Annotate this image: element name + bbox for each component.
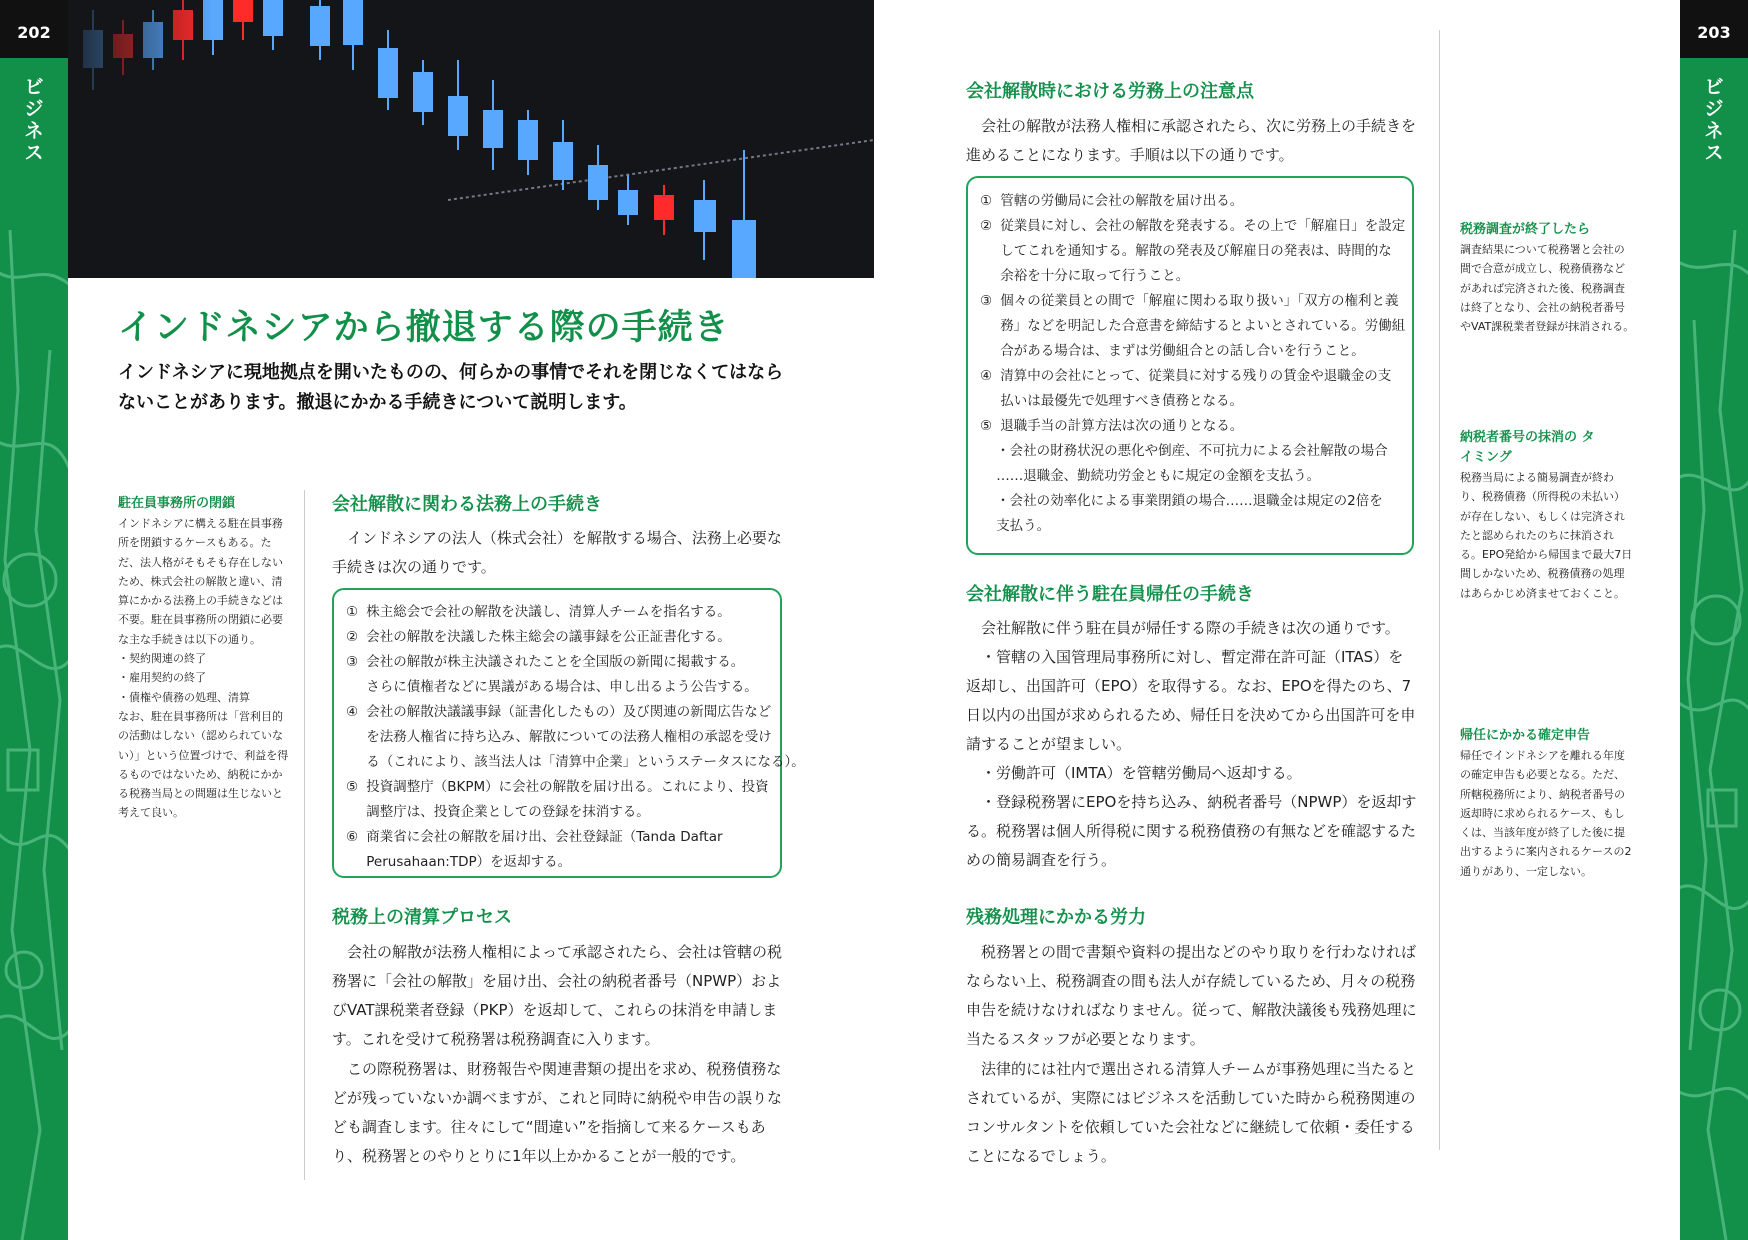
labor-intro: 会社の解散が法務人権相に承認されたら、次に労務上の手続きを進めることになります。手順は以下の通りです。 <box>966 117 1417 164</box>
tax-paragraph-1: 会社の解散が法務人権相によって承認されたら、会社は管轄の税務署に「会社の解散」を届け出、会社の納税者番号（NPWP）およびVAT課税業者登録（PKP）を返却して、これらの抹消を申請します。これを受けて税務署は税務調査に入ります。 <box>332 943 783 1048</box>
severance-sub-line: 支払う。 <box>996 518 1051 534</box>
step-line: ① 管轄の労働局に会社の解散を届け出る。 <box>980 193 1244 209</box>
side-note-tax-audit-end <box>1460 220 1635 336</box>
step-line: ④ 清算中の会社にとって、従業員に対する残りの賃金や退職金の支 <box>980 368 1392 384</box>
step-line-continued: 余裕を十分に取って行うこと。 <box>1000 268 1190 284</box>
step-line-continued: を法務人権省に持ち込み、解散についての法務人権相の承認を受け <box>366 729 772 745</box>
return-bullet-imta: ・労働許可（IMTA）を管轄労働局へ返却する。 <box>981 764 1302 782</box>
step-line-continued: 調整庁は、投資企業としての登録を抹消する。 <box>366 804 650 820</box>
side-note-heading: 駐在員事務所の閉鎖 <box>118 496 236 511</box>
left-side-strip <box>0 0 68 1240</box>
side-note-list-item: ・債権や債務の処理、清算 <box>118 690 250 704</box>
lead-paragraph: インドネシアに現地拠点を開いたものの、何らかの事情でそれを閉じなくてはならないことがあります。撤退にかかる手続きについて説明します。 <box>118 362 784 413</box>
side-note-heading: 納税者番号の抹消の タイミング <box>1460 430 1595 465</box>
side-note-body: インドネシアに構える駐在員事務所を閉鎖するケースもある。ただ、法人格がそもそも存在しないため、株式会社の解散と違い、清算にかかる法務上の手続きなどは不要。駐在員事務所の閉鎖に必要な主な手続きは以下の通り。 <box>118 517 283 646</box>
side-note-footer: なお、駐在員事務所は「営利目的の活動はしない（認められていない）」という位置づけで、利益を得るものではないため、納税にかかる税務当局との問題は生じないと考えて良い。 <box>118 709 289 820</box>
severance-sub-line: ・会社の財務状況の悪化や倒産、不可抗力による会社解散の場合 <box>996 443 1388 459</box>
page-number-left: 202 <box>0 0 68 58</box>
map-pattern-left <box>0 230 68 1240</box>
side-note-body: 帰任でインドネシアを離れる年度の確定申告も必要となる。ただ、所轄税務所により、納税者番号の返却時に求められるケース、もしくは、当該年度が終了した後に提出するように案内されるケースの2通りがあり、一定しない。 <box>1460 749 1632 878</box>
step-line: ③ 個々の従業員との間で「解雇に関わる取り扱い」「双方の権利と義 <box>980 293 1399 309</box>
side-note-branch-office <box>118 494 293 823</box>
labor-steps-box <box>966 176 1414 555</box>
step-line: ② 従業員に対し、会社の解散を発表する。その上で「解雇日」を設定 <box>980 218 1406 234</box>
severance-sub-line: ・会社の効率化による事業閉鎖の場合……退職金は規定の2倍を <box>996 493 1383 509</box>
left-column-divider <box>304 490 305 1180</box>
step-line: ② 会社の解散を決議した株主総会の議事録を公正証書化する。 <box>346 629 731 645</box>
right-column-divider <box>1439 30 1440 1150</box>
side-note-body: 調査結果について税務署と会社の間で合意が成立し、税務債務などがあれば完済された後、税務調査は終了となり、会社の納税者番号やVAT課税業者登録が抹消される。 <box>1460 243 1635 334</box>
residual-paragraph-2: 法律的には社内で選出される清算人チームが事務処理に当たるとされているが、実際にはビジネスを活動していた時から税務関連のコンサルタントを依頼していた会社などに継続して依頼・委任することになるでしょう。 <box>966 1060 1417 1165</box>
severance-sub-line: ……退職金、勤続功労金ともに規定の金額を支払う。 <box>996 468 1321 484</box>
header-photo-candlestick-chart <box>68 0 874 278</box>
map-pattern-right <box>1680 230 1748 1240</box>
tax-paragraph-2: この際税務署は、財務報告や関連書類の提出を求め、税務債務などが残っていないか調べますが、これと同時に納税や申告の誤りなども調査します。往々にして“間違い”を指摘して来るケースもあり、税務署とのやりとりに1年以上かかることが一般的です。 <box>332 1060 783 1165</box>
side-note-list-item: ・契約関連の終了 <box>118 652 206 666</box>
page-number-right: 203 <box>1680 0 1748 58</box>
residual-paragraph-1: 税務署との間で書類や資料の提出などのやり取りを行わなければならない上、税務調査の間も法人が存続しているため、月々の税務申告を続けなければなりません。従って、解散決議後も残務処理に当たるスタッフが必要となります。 <box>966 943 1417 1048</box>
section-tab-label-left: ビジネス <box>24 76 44 164</box>
return-intro: 会社解散に伴う駐在員が帰任する際の手続きは次の通りです。 <box>981 619 1400 637</box>
section-heading-tax: 税務上の清算プロセス <box>332 907 512 928</box>
legal-intro: インドネシアの法人（株式会社）を解散する場合、法務上必要な手続きは次の通りです。 <box>332 529 782 576</box>
section-tab-label-right: ビジネス <box>1704 76 1724 164</box>
step-line: ⑥ 商業省に会社の解散を届け出、会社登録証（Tanda Daftar <box>346 829 723 845</box>
step-line: ④ 会社の解散決議議事録（証書化したもの）及び関連の新聞広告など <box>346 704 772 720</box>
side-note-list-item: ・雇用契約の終了 <box>118 671 206 685</box>
section-heading-residual: 残務処理にかかる労力 <box>966 907 1146 928</box>
side-note-heading: 税務調査が終了したら <box>1460 222 1591 237</box>
page-title: インドネシアから撤退する際の手続き <box>118 308 730 348</box>
legal-steps-box <box>332 588 805 878</box>
side-note-heading: 帰任にかかる確定申告 <box>1460 728 1591 743</box>
step-line-continued: 払いは最優先で処理すべき債務となる。 <box>1000 393 1243 409</box>
step-line: ⑤ 投資調整庁（BKPM）に会社の解散を届け出る。これにより、投資 <box>346 779 769 795</box>
side-note-final-return <box>1460 726 1635 881</box>
right-side-strip <box>1680 0 1748 1240</box>
section-heading-legal: 会社解散に関わる法務上の手続き <box>332 494 602 515</box>
section-heading-labor: 会社解散時における労務上の注意点 <box>966 81 1254 102</box>
step-line: ⑤ 退職手当の計算方法は次の通りとなる。 <box>980 418 1244 434</box>
step-line: ① 株主総会で会社の解散を決議し、清算人チームを指名する。 <box>346 604 731 620</box>
section-heading-return: 会社解散に伴う駐在員帰任の手続き <box>966 584 1254 605</box>
step-line-continued: してこれを通知する。解散の発表及び解雇日の発表は、時間的な <box>1000 243 1392 259</box>
side-note-npwp-timing <box>1460 428 1635 603</box>
return-bullet-itas: ・管轄の入国管理局事務所に対し、暫定滞在許可証（ITAS）を返却し、出国許可（EPO）を取得する。なお、EPOを得たのち、7日以内の出国が求められるため、帰任日を決めてから出国許可を申請することが望ましい。 <box>966 648 1416 753</box>
step-line-continued: 合がある場合は、まずは労働組合との話し合いを行うこと。 <box>1000 343 1365 359</box>
step-line: ③ 会社の解散が株主決議されたことを全国版の新聞に掲載する。 <box>346 654 745 670</box>
step-line-continued: る（これにより、該当法人は「清算中企業」というステータスになる）。 <box>366 754 805 770</box>
step-line-continued: 務」などを明記した合意書を締結するとよいとされている。労働組 <box>1000 318 1406 334</box>
side-note-body: 税務当局による簡易調査が終わり、税務債務（所得税の未払い）が存在しない、もしくは完済されたと認められたのちに抹消される。EPO発給から帰国まで最大7日間しかないため、税務債務の処理はあらかじめ済ませておくこと。 <box>1460 471 1633 600</box>
return-bullet-npwp: ・登録税務署にEPOを持ち込み、納税者番号（NPWP）を返却する。税務署は個人所得税に関する税務債務の有無などを確認するための簡易調査を行う。 <box>966 793 1417 869</box>
step-line-continued: Perusahaan:TDP）を返却する。 <box>366 854 572 870</box>
step-line-continued: さらに債権者などに異議がある場合は、申し出るよう公告する。 <box>366 679 758 695</box>
